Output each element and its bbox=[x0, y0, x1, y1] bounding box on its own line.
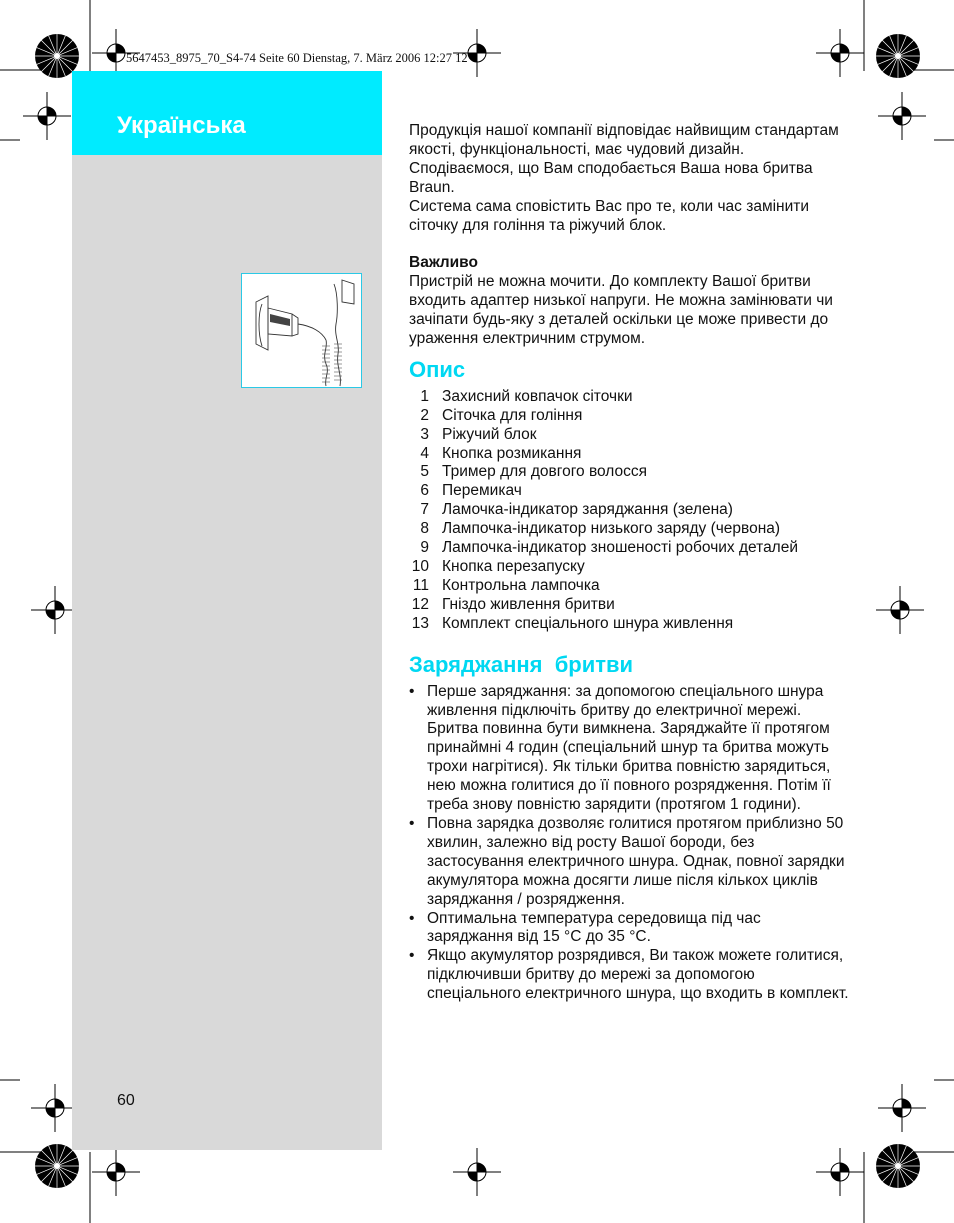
language-title: Українська bbox=[117, 112, 246, 139]
starburst-mark-bottom-right bbox=[874, 1142, 922, 1190]
list-item: 6 Перемикач bbox=[420, 482, 522, 500]
description-title: Опис bbox=[409, 356, 466, 382]
list-item: 5 Тример для довгого волосся bbox=[420, 463, 648, 481]
list-item: 2 Сіточка для гоління bbox=[420, 406, 583, 424]
main-content bbox=[409, 122, 849, 1004]
list-item: • Повна зарядка дозволяє голитися протягом приблизно 50 хвилин, залежно від росту Вашої бороди, без застосування електричного шнура. Однак, повної зарядки акумулятора можна досягти лише після кількох циклів заряджання / розрядження. bbox=[409, 814, 845, 908]
intro-paragraph-1: Продукція нашої компанії відповідає найвищим стандартам якості, функціональності, має чудовий дизайн. Сподіваємося, що Вам сподобається Ваша нова бритва Braun. bbox=[409, 122, 839, 196]
registration-mark-right-upper bbox=[878, 92, 926, 140]
intro-paragraph-2: Система сама сповістить Вас про те, коли час замінити сіточку для гоління та ріжучий блок. bbox=[409, 197, 810, 234]
registration-mark-left-upper bbox=[23, 92, 71, 140]
list-item: 3 Ріжучий блок bbox=[420, 425, 537, 443]
starburst-mark-top-right bbox=[874, 32, 922, 80]
list-item: • Перше заряджання: за допомогою спеціального шнура живлення підключіть бритву до електричної мережі. Бритва повинна бути вимкнена. Заряджайте її протягом принаймні 4 годин (спеціальний шнур та бритва можуть трохи нагрітися). Як тільки бритва повністю зарядиться, нею можна голитися до її повного розрядження. Потім її треба знову повністю зарядити (протягом 1 години). bbox=[409, 682, 831, 814]
important-text: Пристрій не можна мочити. До комплекту Вашої бритви входить адаптер низької напруги. Не можна замінювати чи зачіпати будь-яку з деталей оскільки це може привести до ураження електричним струмом. bbox=[409, 273, 833, 347]
registration-mark-right-lower bbox=[878, 1084, 926, 1132]
parts-list bbox=[409, 388, 849, 634]
registration-mark-top-right bbox=[816, 29, 864, 77]
list-item: 4 Кнопка розмикання bbox=[420, 444, 582, 462]
charging-title: Заряджання бритви bbox=[409, 651, 634, 677]
list-item: 11 Контрольна лампочка bbox=[412, 576, 600, 594]
page-number: 60 bbox=[117, 1092, 135, 1109]
adapter-plug-icon bbox=[242, 274, 361, 387]
registration-mark-right-middle bbox=[876, 586, 924, 634]
list-item: 7 Ламочка-індикатор заряджання (зелена) bbox=[420, 501, 733, 519]
list-item: 9 Лампочка-індикатор зношеності робочих деталей bbox=[420, 539, 799, 557]
list-item: 12 Гніздо живлення бритви bbox=[411, 595, 615, 613]
list-item: 1 Захисний ковпачок сіточки bbox=[420, 387, 633, 405]
registration-mark-bottom-left bbox=[92, 1148, 140, 1196]
list-item: • Якщо акумулятор розрядився, Ви також можете голитися, підключивши бритву до мережі за допомогою спеціального електричного шнура, що входить в комплект. bbox=[409, 947, 849, 1003]
list-item: • Оптимальна температура середовища під час заряджання від 15 °C до 35 °C. bbox=[409, 909, 761, 946]
print-header: 5647453_8975_70_S4-74 Seite 60 Dienstag, 7. März 2006 12:27 12 bbox=[126, 51, 468, 65]
list-item: 13 Комплект спеціального шнура живлення bbox=[411, 614, 734, 632]
list-item: 8 Лампочка-індикатор низького заряду (червона) bbox=[420, 520, 781, 538]
registration-mark-bottom-right bbox=[816, 1148, 864, 1196]
list-item: 10 Кнопка перезапуску bbox=[411, 558, 585, 576]
registration-mark-bottom-center bbox=[453, 1148, 501, 1196]
adapter-illustration bbox=[241, 273, 362, 388]
important-heading: Важливо bbox=[409, 254, 478, 272]
charging-list bbox=[409, 683, 849, 1004]
left-sidebar bbox=[72, 71, 382, 1150]
